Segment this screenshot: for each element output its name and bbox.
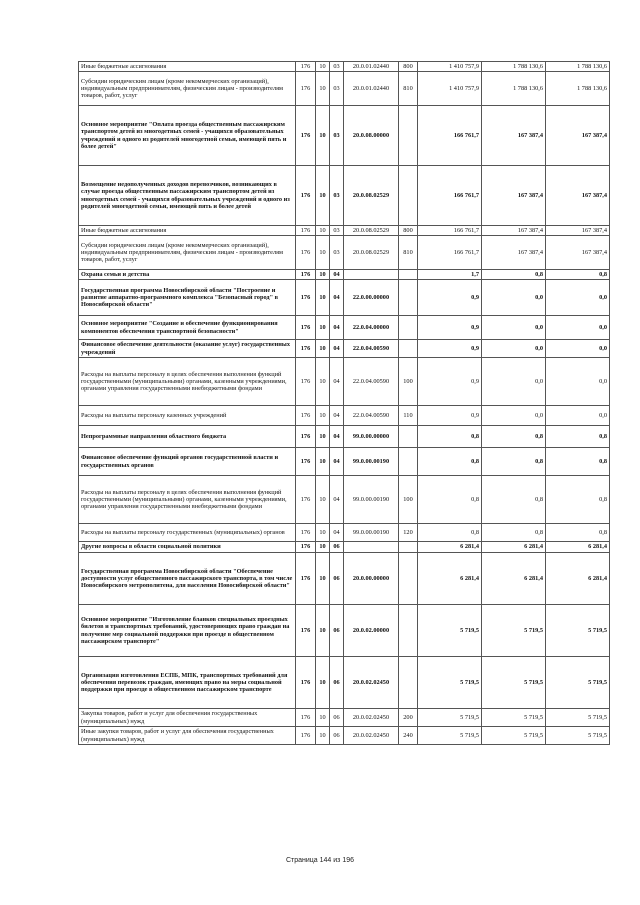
col-target-article: 22.0.04.00000 bbox=[344, 316, 399, 340]
col-amount-2: 0,0 bbox=[482, 358, 546, 406]
col-amount-3: 1 788 130,6 bbox=[546, 62, 610, 72]
col-expense-type: 810 bbox=[399, 236, 418, 270]
budget-table bbox=[78, 61, 610, 745]
col-amount-3: 0,8 bbox=[546, 448, 610, 476]
col-target-article: 20.0.08.02529 bbox=[344, 236, 399, 270]
col-expense-type bbox=[399, 553, 418, 605]
col-target-article: 99.0.00.00000 bbox=[344, 426, 399, 448]
col-grbs: 176 bbox=[296, 72, 316, 106]
table-row bbox=[79, 280, 610, 316]
col-target-article: 20.0.08.02529 bbox=[344, 166, 399, 226]
col-amount-2: 0,8 bbox=[482, 426, 546, 448]
col-amount-2: 5 719,5 bbox=[482, 727, 546, 745]
col-subsection: 04 bbox=[330, 358, 344, 406]
col-grbs: 176 bbox=[296, 280, 316, 316]
col-amount-1: 0,8 bbox=[418, 426, 482, 448]
col-amount-2: 5 719,5 bbox=[482, 605, 546, 657]
col-section: 10 bbox=[316, 542, 330, 553]
col-subsection: 03 bbox=[330, 236, 344, 270]
col-target-article: 20.0.02.00000 bbox=[344, 605, 399, 657]
col-grbs: 176 bbox=[296, 106, 316, 166]
col-amount-3: 0,0 bbox=[546, 280, 610, 316]
col-amount-3: 0,8 bbox=[546, 270, 610, 280]
col-amount-3: 6 281,4 bbox=[546, 542, 610, 553]
col-amount-1: 5 719,5 bbox=[418, 605, 482, 657]
col-section: 10 bbox=[316, 709, 330, 727]
col-amount-1: 1 410 757,9 bbox=[418, 72, 482, 106]
col-amount-3: 167 387,4 bbox=[546, 226, 610, 236]
col-amount-1: 0,9 bbox=[418, 280, 482, 316]
row-name: Финансовое обеспечение функций органов государственной власти и государственных органов bbox=[79, 448, 296, 476]
col-grbs: 176 bbox=[296, 542, 316, 553]
table-row bbox=[79, 72, 610, 106]
col-target-article: 22.0.04.00590 bbox=[344, 406, 399, 426]
col-amount-3: 0,0 bbox=[546, 340, 610, 358]
table-row bbox=[79, 657, 610, 709]
col-section: 10 bbox=[316, 72, 330, 106]
col-amount-1: 0,8 bbox=[418, 524, 482, 542]
table-row bbox=[79, 448, 610, 476]
col-section: 10 bbox=[316, 226, 330, 236]
col-amount-1: 6 281,4 bbox=[418, 542, 482, 553]
col-amount-2: 1 788 130,6 bbox=[482, 62, 546, 72]
col-amount-2: 0,8 bbox=[482, 270, 546, 280]
col-grbs: 176 bbox=[296, 605, 316, 657]
table-row bbox=[79, 166, 610, 226]
row-name: Расходы на выплаты персоналу в целях обеспечения выполнения функций государственными (муниципальными) органами, казенными учреждениями, органами управления государственными внебюджетными фондами bbox=[79, 476, 296, 524]
col-amount-3: 0,0 bbox=[546, 358, 610, 406]
col-amount-1: 0,8 bbox=[418, 476, 482, 524]
col-grbs: 176 bbox=[296, 426, 316, 448]
col-amount-3: 5 719,5 bbox=[546, 727, 610, 745]
col-target-article: 20.0.01.02440 bbox=[344, 72, 399, 106]
col-amount-2: 1 788 130,6 bbox=[482, 72, 546, 106]
col-amount-3: 5 719,5 bbox=[546, 605, 610, 657]
col-section: 10 bbox=[316, 476, 330, 524]
table-row bbox=[79, 316, 610, 340]
col-target-article: 99.0.00.00190 bbox=[344, 524, 399, 542]
col-amount-2: 0,8 bbox=[482, 476, 546, 524]
col-amount-3: 167 387,4 bbox=[546, 166, 610, 226]
col-grbs: 176 bbox=[296, 62, 316, 72]
col-grbs: 176 bbox=[296, 406, 316, 426]
col-section: 10 bbox=[316, 236, 330, 270]
row-name: Расходы на выплаты персоналу государственных (муниципальных) органов bbox=[79, 524, 296, 542]
col-expense-type: 100 bbox=[399, 358, 418, 406]
col-section: 10 bbox=[316, 605, 330, 657]
col-expense-type: 800 bbox=[399, 62, 418, 72]
col-expense-type bbox=[399, 448, 418, 476]
row-name: Расходы на выплаты персоналу в целях обеспечения выполнения функций государственными (муниципальными) органами, казенными учреждениями, органами управления государственными внебюджетными фондами bbox=[79, 358, 296, 406]
col-amount-2: 167 387,4 bbox=[482, 226, 546, 236]
col-subsection: 04 bbox=[330, 426, 344, 448]
col-expense-type: 110 bbox=[399, 406, 418, 426]
table-row bbox=[79, 727, 610, 745]
col-subsection: 04 bbox=[330, 340, 344, 358]
col-amount-3: 0,0 bbox=[546, 406, 610, 426]
col-amount-1: 0,8 bbox=[418, 448, 482, 476]
col-amount-1: 1 410 757,9 bbox=[418, 62, 482, 72]
row-name: Организация изготовления ЕСПБ, МПК, транспортных требований для обеспечения перевозок граждан, имеющих право на меры социальной поддержки при проезде в общественном пассажирском транспорте bbox=[79, 657, 296, 709]
col-amount-3: 167 387,4 bbox=[546, 236, 610, 270]
col-expense-type bbox=[399, 426, 418, 448]
col-grbs: 176 bbox=[296, 270, 316, 280]
col-target-article: 22.0.04.00590 bbox=[344, 340, 399, 358]
col-amount-3: 0,8 bbox=[546, 476, 610, 524]
col-amount-2: 167 387,4 bbox=[482, 106, 546, 166]
col-target-article: 20.0.00.00000 bbox=[344, 553, 399, 605]
col-target-article: 20.0.02.02450 bbox=[344, 709, 399, 727]
row-name: Закупка товаров, работ и услуг для обеспечения государственных (муниципальных) нужд bbox=[79, 709, 296, 727]
col-expense-type bbox=[399, 280, 418, 316]
col-expense-type bbox=[399, 316, 418, 340]
col-amount-1: 6 281,4 bbox=[418, 553, 482, 605]
col-amount-2: 0,0 bbox=[482, 340, 546, 358]
col-amount-3: 0,8 bbox=[546, 524, 610, 542]
col-section: 10 bbox=[316, 106, 330, 166]
col-amount-1: 166 761,7 bbox=[418, 166, 482, 226]
col-amount-2: 167 387,4 bbox=[482, 166, 546, 226]
row-name: Другие вопросы в области социальной политики bbox=[79, 542, 296, 553]
col-section: 10 bbox=[316, 62, 330, 72]
col-amount-2: 0,0 bbox=[482, 280, 546, 316]
row-name: Субсидии юридическим лицам (кроме некоммерческих организаций), индивидуальным предпринимателям, физическим лицам - производителям товаров, работ, услуг bbox=[79, 72, 296, 106]
col-amount-3: 5 719,5 bbox=[546, 709, 610, 727]
col-section: 10 bbox=[316, 358, 330, 406]
table-row bbox=[79, 406, 610, 426]
col-expense-type bbox=[399, 657, 418, 709]
col-target-article: 99.0.00.00190 bbox=[344, 448, 399, 476]
col-expense-type bbox=[399, 106, 418, 166]
col-grbs: 176 bbox=[296, 166, 316, 226]
col-amount-1: 166 761,7 bbox=[418, 226, 482, 236]
col-expense-type: 120 bbox=[399, 524, 418, 542]
col-section: 10 bbox=[316, 340, 330, 358]
col-amount-3: 6 281,4 bbox=[546, 553, 610, 605]
row-name: Иные закупки товаров, работ и услуг для обеспечения государственных (муниципальных) нужд bbox=[79, 727, 296, 745]
table-row bbox=[79, 358, 610, 406]
col-expense-type: 100 bbox=[399, 476, 418, 524]
col-subsection: 04 bbox=[330, 406, 344, 426]
col-amount-1: 5 719,5 bbox=[418, 709, 482, 727]
col-subsection: 03 bbox=[330, 166, 344, 226]
col-grbs: 176 bbox=[296, 727, 316, 745]
col-amount-2: 167 387,4 bbox=[482, 236, 546, 270]
table-row bbox=[79, 709, 610, 727]
col-subsection: 04 bbox=[330, 270, 344, 280]
col-amount-2: 0,0 bbox=[482, 316, 546, 340]
table-body bbox=[79, 62, 610, 745]
col-target-article: 22.0.04.00590 bbox=[344, 358, 399, 406]
row-name: Охрана семьи и детства bbox=[79, 270, 296, 280]
row-name: Основное мероприятие "Оплата проезда общественным пассажирским транспортом детей из многодетных семей - учащихся образовательных учреждений и одного из родителей многодетной семьи, имеющей пять и более детей" bbox=[79, 106, 296, 166]
col-amount-2: 5 719,5 bbox=[482, 657, 546, 709]
col-section: 10 bbox=[316, 270, 330, 280]
col-section: 10 bbox=[316, 406, 330, 426]
col-amount-3: 167 387,4 bbox=[546, 106, 610, 166]
col-amount-1: 0,9 bbox=[418, 406, 482, 426]
col-expense-type: 240 bbox=[399, 727, 418, 745]
col-subsection: 06 bbox=[330, 605, 344, 657]
col-section: 10 bbox=[316, 166, 330, 226]
col-amount-2: 0,0 bbox=[482, 406, 546, 426]
col-amount-2: 5 719,5 bbox=[482, 709, 546, 727]
col-subsection: 03 bbox=[330, 106, 344, 166]
row-name: Государственная программа Новосибирской области "Построение и развитие аппаратно-программного комплекса "Безопасный город" в Новосибирской области" bbox=[79, 280, 296, 316]
col-subsection: 03 bbox=[330, 72, 344, 106]
col-grbs: 176 bbox=[296, 340, 316, 358]
col-section: 10 bbox=[316, 426, 330, 448]
col-amount-1: 166 761,7 bbox=[418, 106, 482, 166]
col-subsection: 06 bbox=[330, 542, 344, 553]
col-expense-type: 800 bbox=[399, 226, 418, 236]
col-subsection: 06 bbox=[330, 553, 344, 605]
col-amount-1: 166 761,7 bbox=[418, 236, 482, 270]
col-amount-3: 0,0 bbox=[546, 316, 610, 340]
row-name: Основное мероприятие "Создание и обеспечение функционирования компонентов обеспечения транспортной безопасности" bbox=[79, 316, 296, 340]
col-amount-2: 6 281,4 bbox=[482, 553, 546, 605]
col-subsection: 03 bbox=[330, 62, 344, 72]
row-name: Государственная программа Новосибирской области "Обеспечение доступности услуг общественного пассажирского транспорта, в том числе Новосибирского метрополитена, для населения Новосибирской области" bbox=[79, 553, 296, 605]
col-grbs: 176 bbox=[296, 236, 316, 270]
col-subsection: 04 bbox=[330, 448, 344, 476]
col-target-article: 20.0.08.02529 bbox=[344, 226, 399, 236]
row-name: Основное мероприятие "Изготовление бланков специальных проездных билетов и транспортных требований, удостоверяющих право граждан на получение мер социальной поддержки при проезде в общественном пассажирском транспорте" bbox=[79, 605, 296, 657]
col-section: 10 bbox=[316, 448, 330, 476]
row-name: Расходы на выплаты персоналу казенных учреждений bbox=[79, 406, 296, 426]
page-footer: Страница 144 из 196 bbox=[285, 857, 355, 864]
table-row bbox=[79, 542, 610, 553]
table-row bbox=[79, 426, 610, 448]
col-amount-1: 5 719,5 bbox=[418, 727, 482, 745]
col-target-article bbox=[344, 270, 399, 280]
col-subsection: 04 bbox=[330, 316, 344, 340]
table-row bbox=[79, 340, 610, 358]
row-name: Возмещение недополученных доходов перевозчиков, возникающих в случае проезда общественным пассажирским транспортом детей из многодетных семей - учащихся образовательных учреждений и одного из родителей многодетной семьи, имеющей пять и более детей bbox=[79, 166, 296, 226]
col-subsection: 04 bbox=[330, 476, 344, 524]
col-grbs: 176 bbox=[296, 448, 316, 476]
row-name: Финансовое обеспечение деятельности (оказание услуг) государственных учреждений bbox=[79, 340, 296, 358]
col-amount-2: 0,8 bbox=[482, 448, 546, 476]
col-target-article: 20.0.01.02440 bbox=[344, 62, 399, 72]
col-grbs: 176 bbox=[296, 553, 316, 605]
table-row bbox=[79, 270, 610, 280]
col-section: 10 bbox=[316, 524, 330, 542]
col-subsection: 06 bbox=[330, 727, 344, 745]
table-row bbox=[79, 476, 610, 524]
col-expense-type bbox=[399, 605, 418, 657]
col-target-article: 20.0.02.02450 bbox=[344, 727, 399, 745]
col-expense-type: 200 bbox=[399, 709, 418, 727]
col-section: 10 bbox=[316, 727, 330, 745]
col-expense-type bbox=[399, 542, 418, 553]
col-amount-1: 0,9 bbox=[418, 340, 482, 358]
table-row bbox=[79, 605, 610, 657]
col-amount-1: 0,9 bbox=[418, 358, 482, 406]
table-row bbox=[79, 106, 610, 166]
col-amount-1: 1,7 bbox=[418, 270, 482, 280]
col-grbs: 176 bbox=[296, 316, 316, 340]
col-amount-3: 1 788 130,6 bbox=[546, 72, 610, 106]
col-amount-1: 0,9 bbox=[418, 316, 482, 340]
table-row bbox=[79, 553, 610, 605]
col-grbs: 176 bbox=[296, 657, 316, 709]
col-amount-1: 5 719,5 bbox=[418, 657, 482, 709]
col-grbs: 176 bbox=[296, 476, 316, 524]
col-expense-type: 810 bbox=[399, 72, 418, 106]
col-amount-2: 0,8 bbox=[482, 524, 546, 542]
col-section: 10 bbox=[316, 657, 330, 709]
row-name: Субсидии юридическим лицам (кроме некоммерческих организаций), индивидуальным предпринимателям, физическим лицам - производителям товаров, работ, услуг bbox=[79, 236, 296, 270]
table-row bbox=[79, 236, 610, 270]
col-target-article: 22.0.00.00000 bbox=[344, 280, 399, 316]
col-target-article: 99.0.00.00190 bbox=[344, 476, 399, 524]
col-section: 10 bbox=[316, 553, 330, 605]
col-grbs: 176 bbox=[296, 709, 316, 727]
col-section: 10 bbox=[316, 316, 330, 340]
col-grbs: 176 bbox=[296, 358, 316, 406]
col-subsection: 03 bbox=[330, 226, 344, 236]
col-section: 10 bbox=[316, 280, 330, 316]
col-expense-type bbox=[399, 340, 418, 358]
row-name: Иные бюджетные ассигнования bbox=[79, 62, 296, 72]
col-subsection: 04 bbox=[330, 280, 344, 316]
col-grbs: 176 bbox=[296, 524, 316, 542]
col-target-article: 20.0.08.00000 bbox=[344, 106, 399, 166]
col-target-article: 20.0.02.02450 bbox=[344, 657, 399, 709]
col-amount-2: 6 281,4 bbox=[482, 542, 546, 553]
col-expense-type bbox=[399, 270, 418, 280]
row-name: Непрограммные направления областного бюджета bbox=[79, 426, 296, 448]
table-row bbox=[79, 226, 610, 236]
col-subsection: 06 bbox=[330, 657, 344, 709]
col-amount-3: 0,8 bbox=[546, 426, 610, 448]
col-expense-type bbox=[399, 166, 418, 226]
table-row bbox=[79, 524, 610, 542]
row-name: Иные бюджетные ассигнования bbox=[79, 226, 296, 236]
col-subsection: 06 bbox=[330, 709, 344, 727]
col-target-article bbox=[344, 542, 399, 553]
col-subsection: 04 bbox=[330, 524, 344, 542]
table-row bbox=[79, 62, 610, 72]
col-amount-3: 5 719,5 bbox=[546, 657, 610, 709]
col-grbs: 176 bbox=[296, 226, 316, 236]
